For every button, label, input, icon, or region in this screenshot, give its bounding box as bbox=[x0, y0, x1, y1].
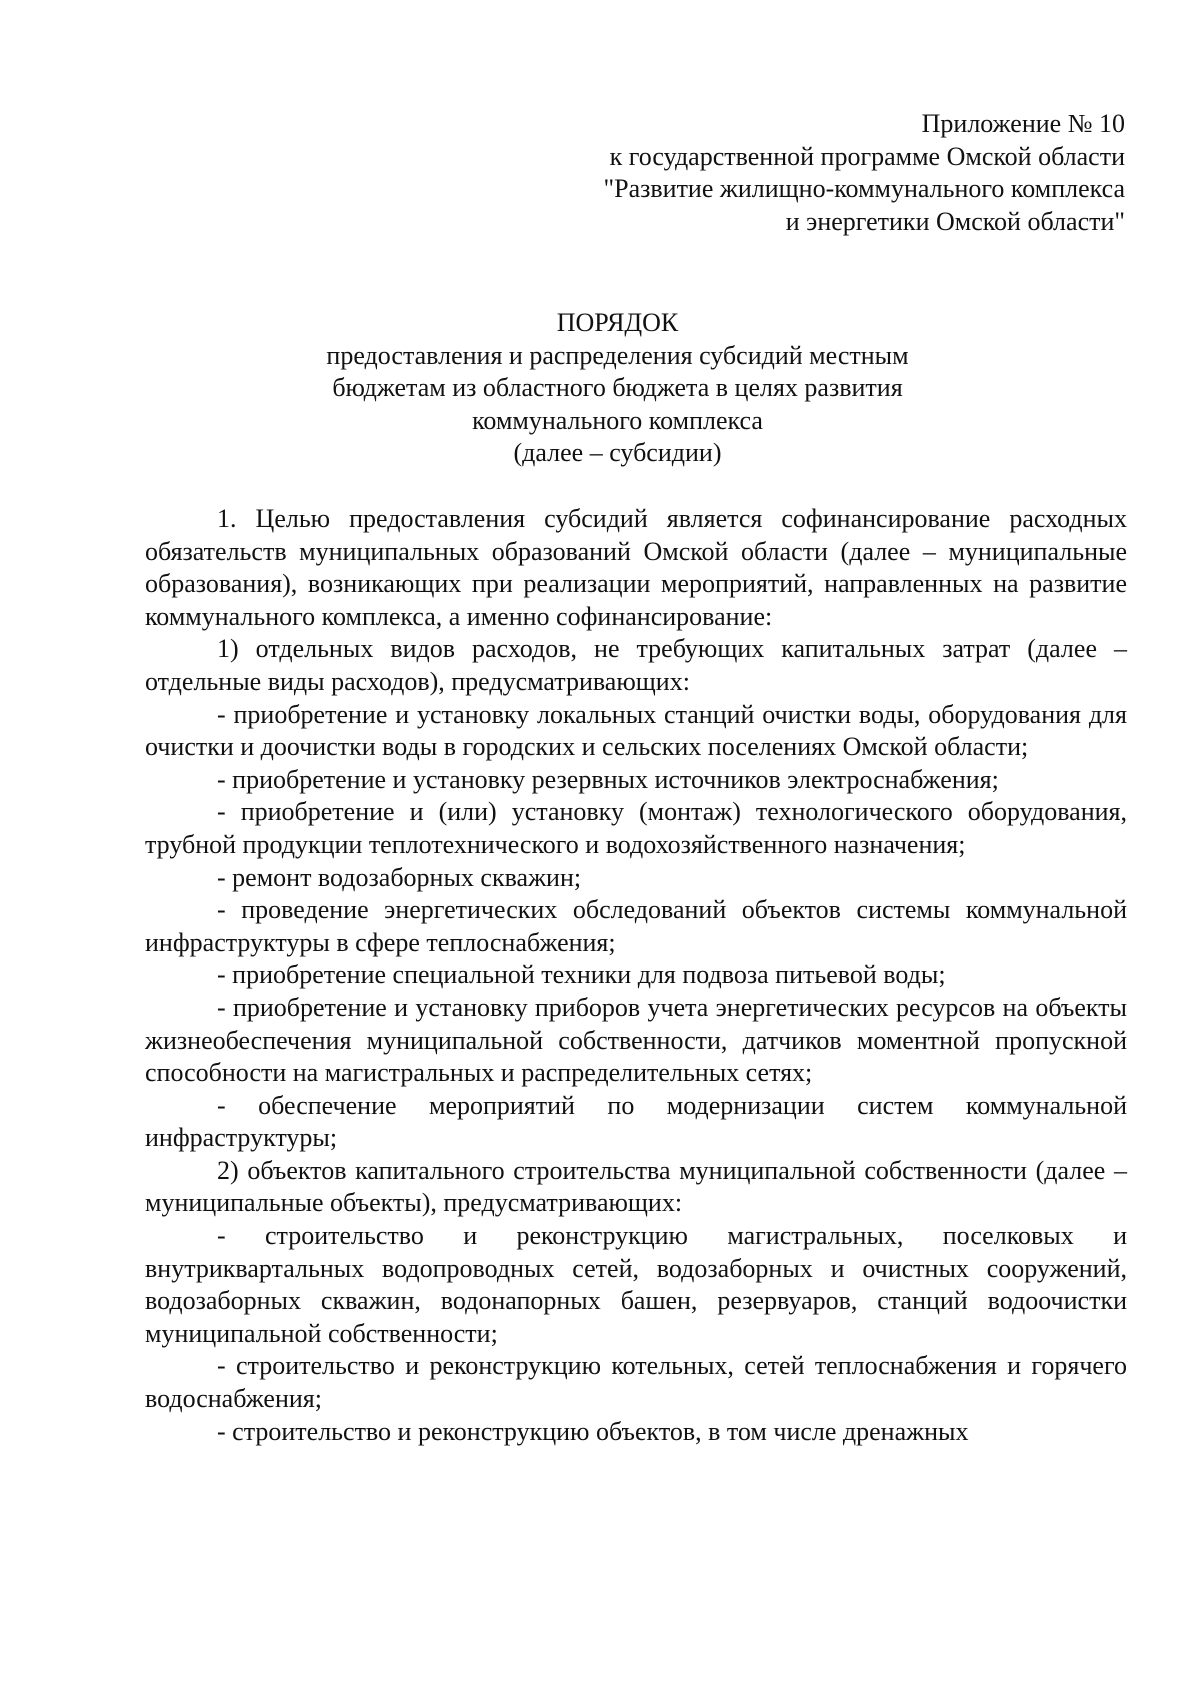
paragraph: - приобретение и установку приборов учета энергетических ресурсов на объекты жизнеобеспечения муниципальной собственности, датчиков моментной пропускной способности на магистральных и распределительных сетях; bbox=[145, 992, 1127, 1088]
paragraph: - приобретение и установку резервных источников электроснабжения; bbox=[217, 764, 999, 794]
paragraph: - строительство и реконструкцию котельных, сетей теплоснабжения и горячего водоснабжения; bbox=[145, 1351, 1127, 1414]
annex-line: Приложение № 10 bbox=[921, 109, 1125, 138]
paragraph: - приобретение и установку локальных станций очистки воды, оборудования для очистки и доочистки воды в городских и сельских поселениях Омской области; bbox=[145, 699, 1127, 762]
annex-line: к государственной программе Омской области bbox=[609, 141, 1125, 171]
paragraph: - обеспечение мероприятий по модернизации систем коммунальной инфраструктуры; bbox=[145, 1090, 1127, 1153]
title-line: (далее – субсидии) bbox=[513, 438, 722, 468]
paragraph: - ремонт водозаборных скважин; bbox=[217, 862, 582, 892]
title-line: бюджетам из областного бюджета в целях развития bbox=[332, 373, 903, 403]
document-title bbox=[145, 307, 1090, 470]
paragraph: - приобретение специальной техники для подвоза питьевой воды; bbox=[217, 960, 946, 990]
title-line: предоставления и распределения субсидий местным bbox=[326, 340, 909, 370]
title-line: коммунального комплекса bbox=[472, 405, 763, 435]
paragraph: 1) отдельных видов расходов, не требующих капитальных затрат (далее – отдельные виды расходов), предусматривающих: bbox=[145, 634, 1127, 696]
paragraph: 1. Целью предоставления субсидий является софинансирование расходных обязательств муниципальных образований Омской области (далее – муниципальные образования), возникающих при реализации мероприятий, направленных на развитие коммунального комплекса, а именно софинансирование: bbox=[145, 504, 1127, 631]
title-heading: ПОРЯДОК bbox=[556, 308, 679, 337]
paragraph: - проведение энергетических обследований объектов системы коммунальной инфраструктуры в сфере теплоснабжения; bbox=[145, 895, 1127, 957]
annex-header bbox=[604, 108, 1126, 238]
paragraph: - строительство и реконструкцию магистральных, поселковых и внутриквартальных водопроводных сетей, водозаборных и очистных сооружений, водозаборных скважин, водонапорных башен, резервуаров, станций водоочистки муниципальной собственности; bbox=[145, 1221, 1127, 1348]
annex-line: "Развитие жилищно-коммунального комплекса bbox=[603, 174, 1125, 204]
annex-line: и энергетики Омской области" bbox=[785, 206, 1125, 236]
paragraph: 2) объектов капитального строительства муниципальной собственности (далее – муниципальные объекты), предусматривающих: bbox=[145, 1155, 1127, 1218]
paragraph: - приобретение и (или) установку (монтаж) технологического оборудования, трубной продукции теплотехнического и водохозяйственного назначения; bbox=[145, 797, 1127, 859]
document-body bbox=[145, 503, 1127, 1448]
paragraph: - строительство и реконструкцию объектов, в том числе дренажных bbox=[217, 1416, 969, 1446]
